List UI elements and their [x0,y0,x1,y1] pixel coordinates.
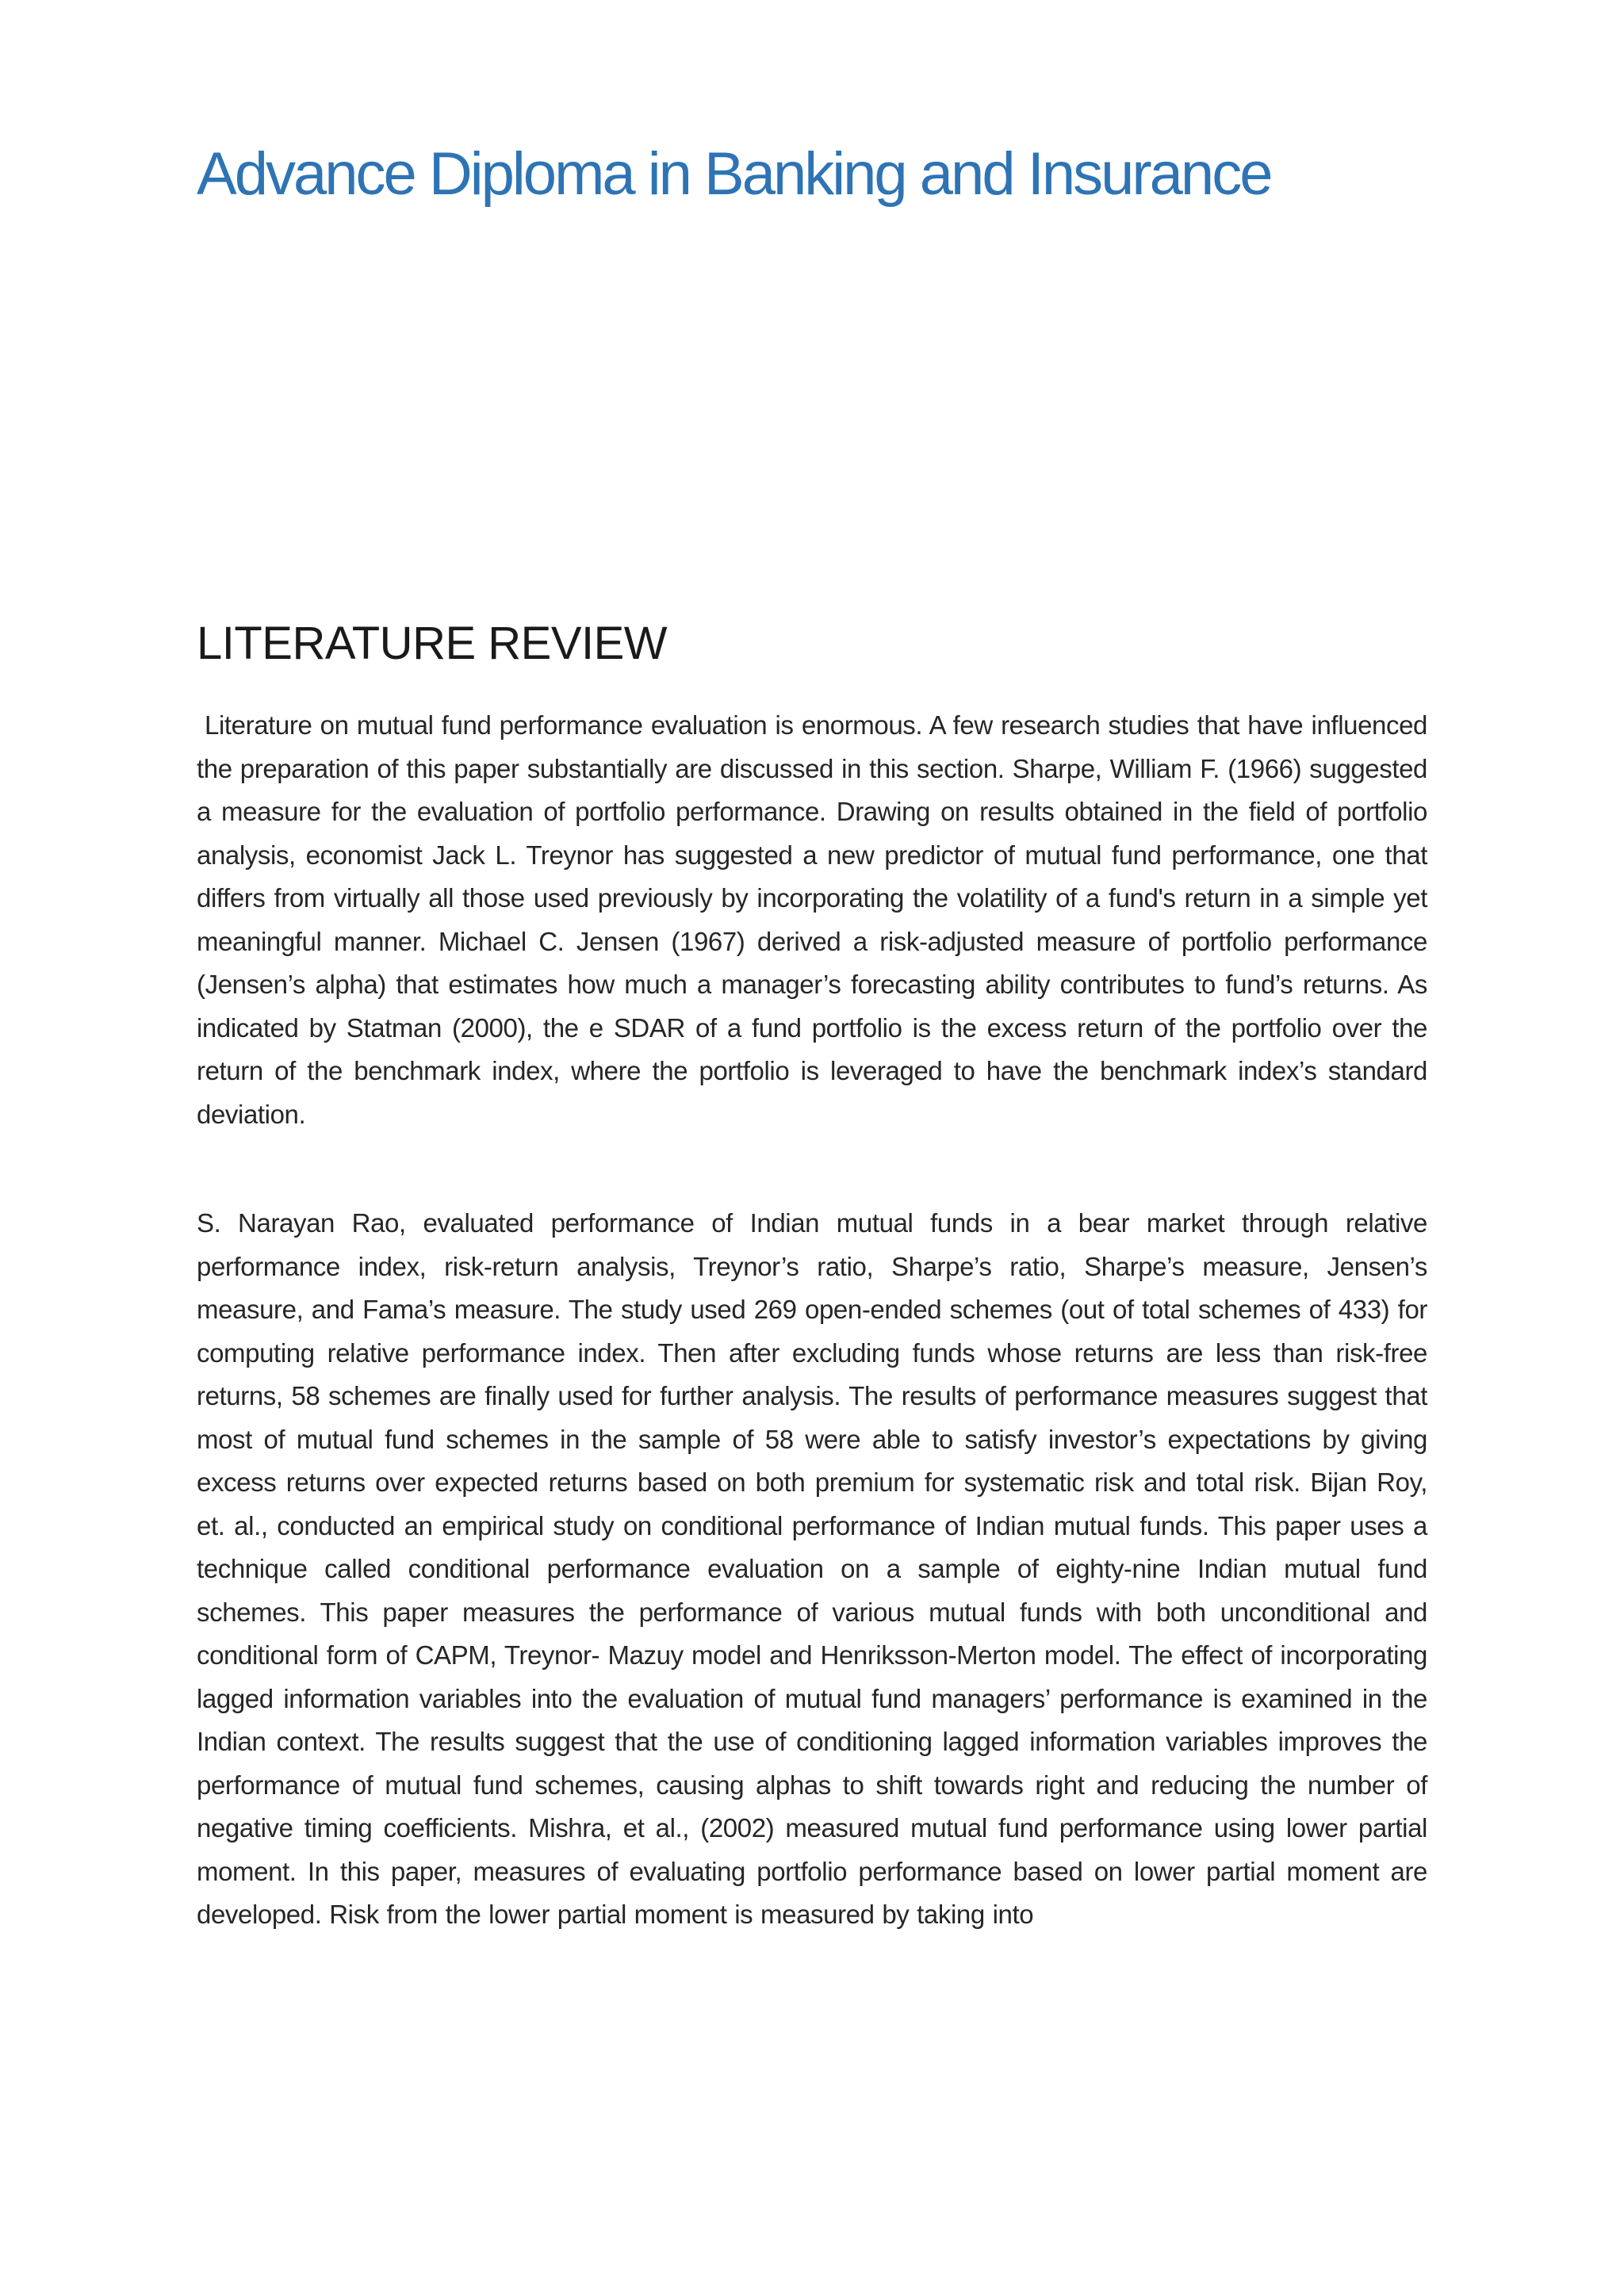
paragraph-1: Literature on mutual fund performance evaluation is enormous. A few research studies that have influenced the preparation of this paper substantially are discussed in this section. Sharpe, William F. (1966) suggested a measure for the evaluation of portfolio performance. Drawing on results obtained in the field of portfolio analysis, economist Jack L. Treynor has suggested a new predictor of mutual fund performance, one that differs from virtually all those used previously by incorporating the volatility of a fund's return in a simple yet meaningful manner. Michael C. Jensen (1967) derived a risk-adjusted measure of portfolio performance (Jensen’s alpha) that estimates how much a manager’s forecasting ability contributes to fund’s returns. As indicated by Statman (2000), the e SDAR of a fund portfolio is the excess return of the portfolio over the return of the benchmark index, where the portfolio is leveraged to have the benchmark index’s standard deviation. [197,710,1427,1129]
section-heading-literature-review: LITERATURE REVIEW [197,618,668,669]
document-title: Advance Diploma in Banking and Insurance [197,140,1271,208]
paragraph-2: S. Narayan Rao, evaluated performance of Indian mutual funds in a bear market through relative performance index, risk-return analysis, Treynor’s ratio, Sharpe’s ratio, Sharpe’s measure, Jensen’s measure, and Fama’s measure. The study used 269 open-ended schemes (out of total schemes of 433) for computing relative performance index. Then after excluding funds whose returns are less than risk-free returns, 58 schemes are finally used for further analysis. The results of performance measures suggest that most of mutual fund schemes in the sample of 58 were able to satisfy investor’s expectations by giving excess returns over expected returns based on both premium for systematic risk and total risk. Bijan Roy, et. al., conducted an empirical study on conditional performance of Indian mutual funds. This paper uses a technique called conditional performance evaluation on a sample of eighty-nine Indian mutual fund schemes. This paper measures the performance of various mutual funds with both unconditional and conditional form of CAPM, Treynor- Mazuy model and Henriksson-Merton model. The effect of incorporating lagged information variables into the evaluation of mutual fund managers’ performance is examined in the Indian context. The results suggest that the use of conditioning lagged information variables improves the performance of mutual fund schemes, causing alphas to shift towards right and reducing the number of negative timing coefficients. Mishra, et al., (2002) measured mutual fund performance using lower partial moment. In this paper, measures of evaluating portfolio performance based on lower partial moment are developed. Risk from the lower partial moment is measured by taking into [197,1208,1427,1929]
